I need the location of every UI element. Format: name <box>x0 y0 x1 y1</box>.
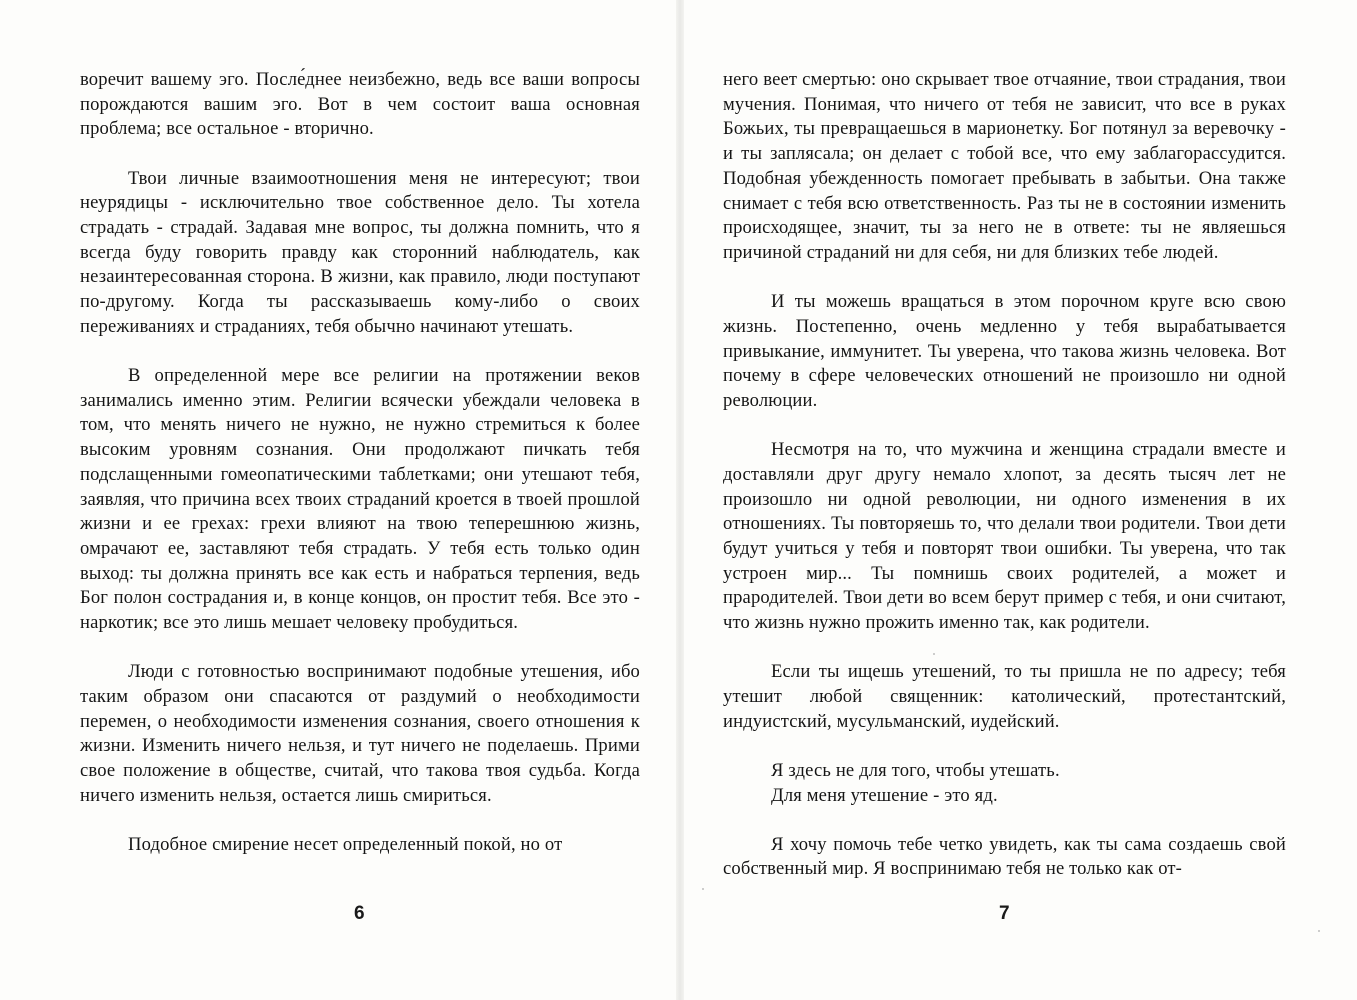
paragraph: Если ты ищешь утешений, то ты пришла не по адресу; тебя утешит любой священник: католический, протестантский, индуистский, мусульманский, иудейский. <box>723 661 1286 732</box>
paragraph: Твои личные взаимоотношения меня не интересуют; твои неурядицы - исключительно твое собственное дело. Ты хотела страдать - страдай. Задавая мне вопрос, ты должна помнить, что я всегда буду говорить правду как сторонний наблюдатель, как незаинтересованная сторона. В жизни, как правило, люди поступают по-другому. Когда ты рассказываешь кому-либо о своих переживаниях и страданиях, тебя обычно начинают утешать. <box>80 167 640 337</box>
paragraph: Для меня утешение - это яд. <box>771 784 998 806</box>
scan-speck <box>702 888 704 890</box>
paragraph: Подобное смирение несет определенный покой, но от <box>128 833 563 855</box>
paragraph: него веет смертью: оно скрывает твое отчаяние, твои страдания, твои мучения. Понимая, что ничего от тебя не зависит, что все в руках Божьих, ты превращаешься в марионетку. Бог потянул за веревочку - и ты заплясала; он делает с тобой все, что ему заблагорассудится. Подобная убежденность помогает пребывать в забытьи. Она также снимает с тебя всю ответственность. Раз ты не в состоянии изменить происходящее, значит, ты за него не в ответе: ты не являешься причиной страданий ни для себя, ни для близких тебе людей. <box>723 69 1286 263</box>
page-number: 7 <box>999 903 1010 924</box>
book-gutter <box>676 0 684 1000</box>
scan-speck <box>933 653 935 655</box>
right-page <box>723 68 1286 882</box>
paragraph: Люди с готовностью воспринимают подобные утешения, ибо таким образом они спасаются от раздумий о необходимости перемен, о необходимости изменения сознания, своего отношения к жизни. Изменить ничего нельзя, и тут ничего не поделаешь. Прими свое положение в обществе, считай, что такова твоя судьба. Когда ничего изменить нельзя, остается лишь смириться. <box>80 661 640 806</box>
page-number: 6 <box>354 903 365 924</box>
paragraph: В определенной мере все религии на протяжении веков занимались именно этим. Религии всячески убеждали человека в том, что менять ничего не нужно, не нужно стремиться к более высоким уровням сознания. Они продолжают пичкать тебя подслащенными гомеопатическими таблетками; они утешают тебя, заявляя, что причина всех твоих страданий кроется в твоей прошлой жизни и ее грехах: грехи влияют на твою теперешнюю жизнь, омрачают ее, заставляют тебя страдать. У тебя есть только один выход: ты должна принять все как есть и набраться терпения, ведь Бог полон сострадания и, в конце концов, он простит тебя. Все это - наркотик; все это лишь мешает человеку пробудиться. <box>80 365 640 634</box>
scan-speck <box>1318 930 1320 932</box>
paragraph: Несмотря на то, что мужчина и женщина страдали вместе и доставляли друг другу немало хлопот, за десять тысяч лет не произошло ни одной революции, ни одного изменения в их отношениях. Ты повторяешь то, что делали твои родители. Твои дети будут учиться у тебя и повторят твои ошибки. Ты уверена, что так устроен мир... Ты помнишь своих родителей, а может и прародителей. Твои дети во всем берут пример с тебя, и они считают, что жизнь нужно прожить именно так, как родители. <box>723 439 1286 634</box>
paragraph: воречит вашему эго. После́днее неизбежно, ведь все ваши вопросы порождаются вашим эго. Вот в чем состоит ваша основная проблема; все остальное - вторично. <box>80 69 640 140</box>
left-page <box>80 68 640 858</box>
paragraph: Я хочу помочь тебе четко увидеть, как ты сама создаешь свой собственный мир. Я воспринимаю тебя не только как от- <box>723 833 1286 880</box>
paragraph: И ты можешь вращаться в этом порочном круге всю свою жизнь. Постепенно, очень медленно у тебя вырабатывается привыкание, иммунитет. Ты уверена, что такова жизнь человека. Вот почему в сфере человеческих отношений не произошло ни одной революции. <box>723 291 1286 411</box>
paragraph: Я здесь не для того, чтобы утешать. <box>771 759 1060 781</box>
